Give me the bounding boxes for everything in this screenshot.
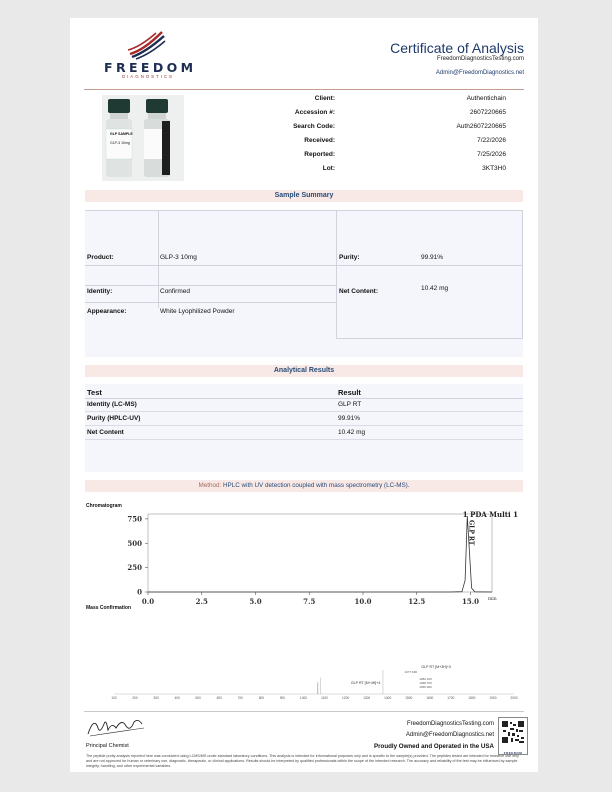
x-tick-label: 0.0 (141, 597, 155, 606)
info-value: 3KT3H0 (482, 165, 506, 172)
header-website-link[interactable]: FreedomDiagnosticsTesting.com (436, 56, 524, 62)
product-label: Product: (87, 254, 114, 261)
mass-tick-label: 1100 (321, 696, 328, 700)
result-test: Purity (HPLC-UV) (87, 415, 141, 422)
chromatogram-title: Chromatogram (86, 503, 122, 509)
results-col-result: Result (338, 388, 361, 397)
mass-tick-label: 400 (174, 696, 180, 700)
vial-label-top: GLP SAMPLE (110, 132, 133, 136)
info-value: 7/22/2026 (477, 137, 506, 144)
purity-label: Purity: (339, 254, 360, 261)
mass-tick-label: 1400 (384, 696, 392, 700)
footer-website-link[interactable]: FreedomDiagnosticsTesting.com (406, 721, 494, 727)
info-value: Authentichain (466, 95, 506, 102)
table-row (85, 427, 523, 440)
mass-tick-label: 1300 (363, 696, 371, 700)
x-axis-unit: min (488, 597, 497, 602)
mass-tick-label: 1800 (468, 696, 476, 700)
mass-peak-value: 1082.100 (419, 677, 432, 681)
info-row (220, 123, 520, 137)
freedom-logo-icon (126, 30, 166, 60)
mass-peak-value: 1068.700 (419, 681, 432, 685)
x-tick-label: 12.5 (408, 597, 426, 606)
mass-peak-label: GLP RT [M+4H]+4 (350, 681, 381, 685)
mass-spectrum-chart (104, 654, 524, 702)
mass-tick-label: 600 (216, 696, 222, 700)
vial-photo (102, 95, 184, 181)
result-test: Net Content (87, 429, 124, 436)
mass-tick-label: 1200 (342, 696, 350, 700)
mass-tick-label: 200 (132, 696, 138, 700)
mass-peak-value: 1066.300 (419, 685, 432, 689)
header-email-link[interactable]: Admin@FreedomDiagnostics.net (435, 70, 524, 76)
info-value: 7/25/2026 (477, 151, 506, 158)
appearance-label: Appearance: (87, 308, 127, 315)
y-tick-label: 750 (127, 514, 142, 524)
chart-legend: 1 PDA Multi 1 (462, 510, 518, 519)
identity-value: Confirmed (160, 288, 190, 295)
mass-tick-label: 700 (237, 696, 243, 700)
mass-peak-value: 1377.600 (404, 670, 418, 674)
vial-label-name: GLP-3 10mg (110, 141, 130, 145)
info-label: Search Code: (293, 123, 335, 130)
x-tick-label: 7.5 (303, 597, 316, 606)
table-row (85, 413, 523, 426)
mass-tick-label: 1900 (489, 696, 497, 700)
disclaimer-text: The peptide purity analysis reported here was conducted using LCMS/MS under standard laboratory conditions. This analysis is intended for informational purposes only and is specific to the sample(s) provided. The peptides tested are intended for research use only and are not approved for human or veterinary use, diagnostic, therapeutic, or clinical applications. Results should be interpreted by qualified professionals within the scope of the intended research. The accuracy and reliability of the test may be influenced by sample integrity, handling, and other experimental variables. (86, 754, 519, 768)
qr-code-icon[interactable] (498, 717, 528, 755)
appearance-value: White Lyophilized Powder (160, 308, 235, 315)
footer-email-link[interactable]: Admin@FreedomDiagnostics.net (405, 732, 494, 738)
mass-peak-label: GLP RT [M+3H]+3 (421, 665, 451, 669)
method-label: Method: (198, 482, 222, 489)
result-test: Identity (LC-MS) (87, 401, 137, 408)
mass-tick-label: 500 (195, 696, 201, 700)
y-tick-label: 250 (127, 563, 142, 573)
info-label: Lot: (322, 165, 335, 172)
results-col-test: Test (87, 388, 102, 397)
footer-divider (84, 711, 524, 712)
mass-tick-label: 100 (111, 696, 117, 700)
header-divider (84, 89, 524, 90)
identity-label: Identity: (87, 288, 113, 295)
table-row (85, 399, 523, 412)
logo-wordmark: FREEDOM (104, 60, 197, 75)
mass-tick-label: 2000 (510, 696, 518, 700)
net-content-value: 10.42 mg (421, 285, 449, 292)
info-row (220, 165, 520, 179)
peak-label: GLP RT (467, 520, 475, 546)
mass-tick-label: 1600 (426, 696, 434, 700)
mass-tick-label: 1000 (299, 696, 308, 700)
signature-image (86, 714, 146, 740)
info-label: Reported: (304, 151, 335, 158)
page-title: Certificate of Analysis (390, 40, 524, 56)
info-row (220, 151, 520, 165)
sample-summary-table (85, 210, 523, 357)
result-value: 10.42 mg (338, 429, 366, 436)
chromatogram-chart (92, 510, 520, 612)
x-tick-label: 10.0 (354, 597, 372, 606)
mass-tick-label: 800 (258, 696, 265, 700)
info-label: Received: (304, 137, 335, 144)
x-tick-label: 2.5 (195, 597, 208, 606)
product-value: GLP-3 10mg (160, 254, 197, 261)
footer-owned-statement: Proudly Owned and Operated in the USA (374, 743, 494, 750)
method-band (85, 480, 523, 492)
info-row (220, 137, 520, 151)
info-row (220, 109, 520, 123)
method-text: HPLC with UV detection coupled with mass spectrometry (LC-MS). (222, 482, 410, 489)
mass-tick-label: 900 (279, 696, 286, 700)
plot-area (148, 514, 492, 592)
result-value: GLP RT (338, 401, 362, 408)
info-value: 2607220665 (469, 109, 506, 116)
qr-label: FREEDOM (503, 751, 523, 755)
net-content-label: Net Content: (339, 288, 378, 295)
mass-tick-label: 1700 (447, 696, 455, 700)
mass-tick-label: 300 (153, 696, 159, 700)
logo-tagline: DIAGNOSTICS (122, 74, 174, 79)
x-tick-label: 15.0 (461, 597, 480, 606)
x-tick-label: 5.0 (249, 597, 262, 606)
chemist-title: Principal Chemist (86, 743, 129, 749)
info-value: Auth2607220665 (456, 123, 506, 130)
info-row (220, 95, 520, 109)
mass-confirmation-title: Mass Confirmation (86, 605, 132, 611)
y-tick-label: 500 (127, 538, 142, 548)
info-label: Accession #: (294, 109, 335, 116)
purity-value: 99.91% (421, 254, 444, 261)
certificate-page (70, 18, 538, 772)
analytical-results-table (85, 384, 523, 472)
mass-tick-label: 1500 (405, 696, 413, 700)
analytical-results-header: Analytical Results (85, 365, 523, 377)
sample-summary-header: Sample Summary (85, 190, 523, 202)
info-label: Client: (314, 95, 335, 102)
result-value: 99.91% (338, 415, 361, 422)
y-tick-label: 0 (137, 587, 142, 597)
